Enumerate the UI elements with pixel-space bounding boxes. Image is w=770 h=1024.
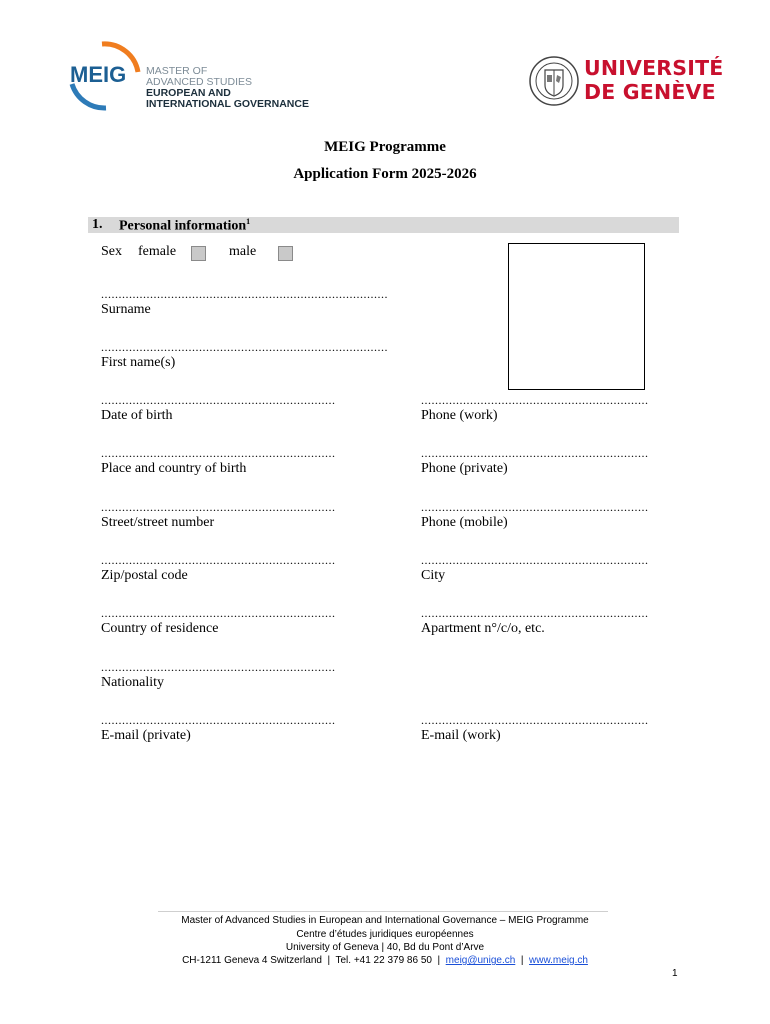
meig-logo-mark <box>66 38 146 114</box>
first-names-field[interactable]: .................................................................................. <box>101 340 388 354</box>
zip-label: Zip/postal code <box>101 568 188 583</box>
meig-logo-line3: EUROPEAN AND <box>146 87 231 99</box>
male-checkbox[interactable] <box>278 246 293 261</box>
email-work-field[interactable]: ................................................................. <box>421 713 649 727</box>
footnote-marker: 1 <box>246 217 251 226</box>
phone-private-label: Phone (private) <box>421 461 508 476</box>
footer-line4 <box>0 955 770 966</box>
phone-mobile-label: Phone (mobile) <box>421 515 508 530</box>
phone-mobile-field[interactable]: ................................................................. <box>421 500 649 514</box>
form-subtitle: Application Form 2025-2026 <box>293 166 477 182</box>
sex-label: Sex <box>101 244 122 259</box>
country-residence-label: Country of residence <box>101 621 219 636</box>
section-number: 1. <box>92 217 103 232</box>
zip-field[interactable]: ................................................................... <box>101 553 336 567</box>
photo-box[interactable] <box>508 243 645 390</box>
phone-work-field[interactable]: ................................................................. <box>421 393 649 407</box>
unige-logo <box>528 54 724 108</box>
meig-logo-line4: INTERNATIONAL GOVERNANCE <box>146 98 309 110</box>
nationality-field[interactable]: ................................................................... <box>101 660 336 674</box>
meig-logo-line1: MASTER OF <box>146 65 208 77</box>
phone-work-label: Phone (work) <box>421 408 498 423</box>
male-label: male <box>229 244 257 259</box>
footer-line3: University of Geneva | 40, Bd du Pont d’Arve <box>285 942 485 953</box>
meig-mark-text: MEIG <box>70 62 127 87</box>
footer-website-link[interactable]: www.meig.ch <box>529 955 588 966</box>
footer-email-link[interactable]: meig@unige.ch <box>445 955 516 966</box>
footer-separator: | <box>515 955 530 966</box>
surname-field[interactable]: .................................................................................. <box>101 287 388 301</box>
nationality-label: Nationality <box>101 675 164 690</box>
apartment-label: Apartment n°/c/o, etc. <box>421 621 545 636</box>
unige-seal-icon <box>528 55 580 107</box>
city-field[interactable]: ................................................................. <box>421 553 649 567</box>
section-title <box>119 217 250 235</box>
section-title-text: Personal information <box>119 218 247 234</box>
email-private-field[interactable]: ................................................................... <box>101 713 336 727</box>
footer-line1: Master of Advanced Studies in European and International Governance – MEIG Programme <box>181 915 589 926</box>
footer-address: CH-1211 Geneva 4 Switzerland | Tel. +41 22 379 86 50 | <box>182 955 446 966</box>
city-label: City <box>421 568 446 583</box>
form-title: MEIG Programme <box>324 139 446 155</box>
meig-logo-line2: ADVANCED STUDIES <box>146 76 252 88</box>
date-of-birth-field[interactable]: ................................................................... <box>101 393 336 407</box>
phone-private-field[interactable]: ................................................................. <box>421 446 649 460</box>
section-header <box>88 217 679 233</box>
page-number: 1 <box>672 968 678 979</box>
place-of-birth-label: Place and country of birth <box>101 461 247 476</box>
email-work-label: E-mail (work) <box>421 728 501 743</box>
date-of-birth-label: Date of birth <box>101 408 173 423</box>
unige-logo-line1: UNIVERSITÉ <box>584 56 724 80</box>
street-label: Street/street number <box>101 515 215 530</box>
country-residence-field[interactable]: ................................................................... <box>101 606 336 620</box>
footer-divider <box>158 911 608 912</box>
footer-line2: Centre d’études juridiques européennes <box>296 929 474 940</box>
place-of-birth-field[interactable]: ................................................................... <box>101 446 336 460</box>
first-names-label: First name(s) <box>101 355 176 370</box>
email-private-label: E-mail (private) <box>101 728 191 743</box>
surname-label: Surname <box>101 302 151 317</box>
unige-logo-line2: DE GENÈVE <box>584 80 716 104</box>
street-field[interactable]: ................................................................... <box>101 500 336 514</box>
meig-logo <box>66 38 316 114</box>
apartment-field[interactable]: ................................................................. <box>421 606 649 620</box>
female-label: female <box>138 244 177 259</box>
female-checkbox[interactable] <box>191 246 206 261</box>
